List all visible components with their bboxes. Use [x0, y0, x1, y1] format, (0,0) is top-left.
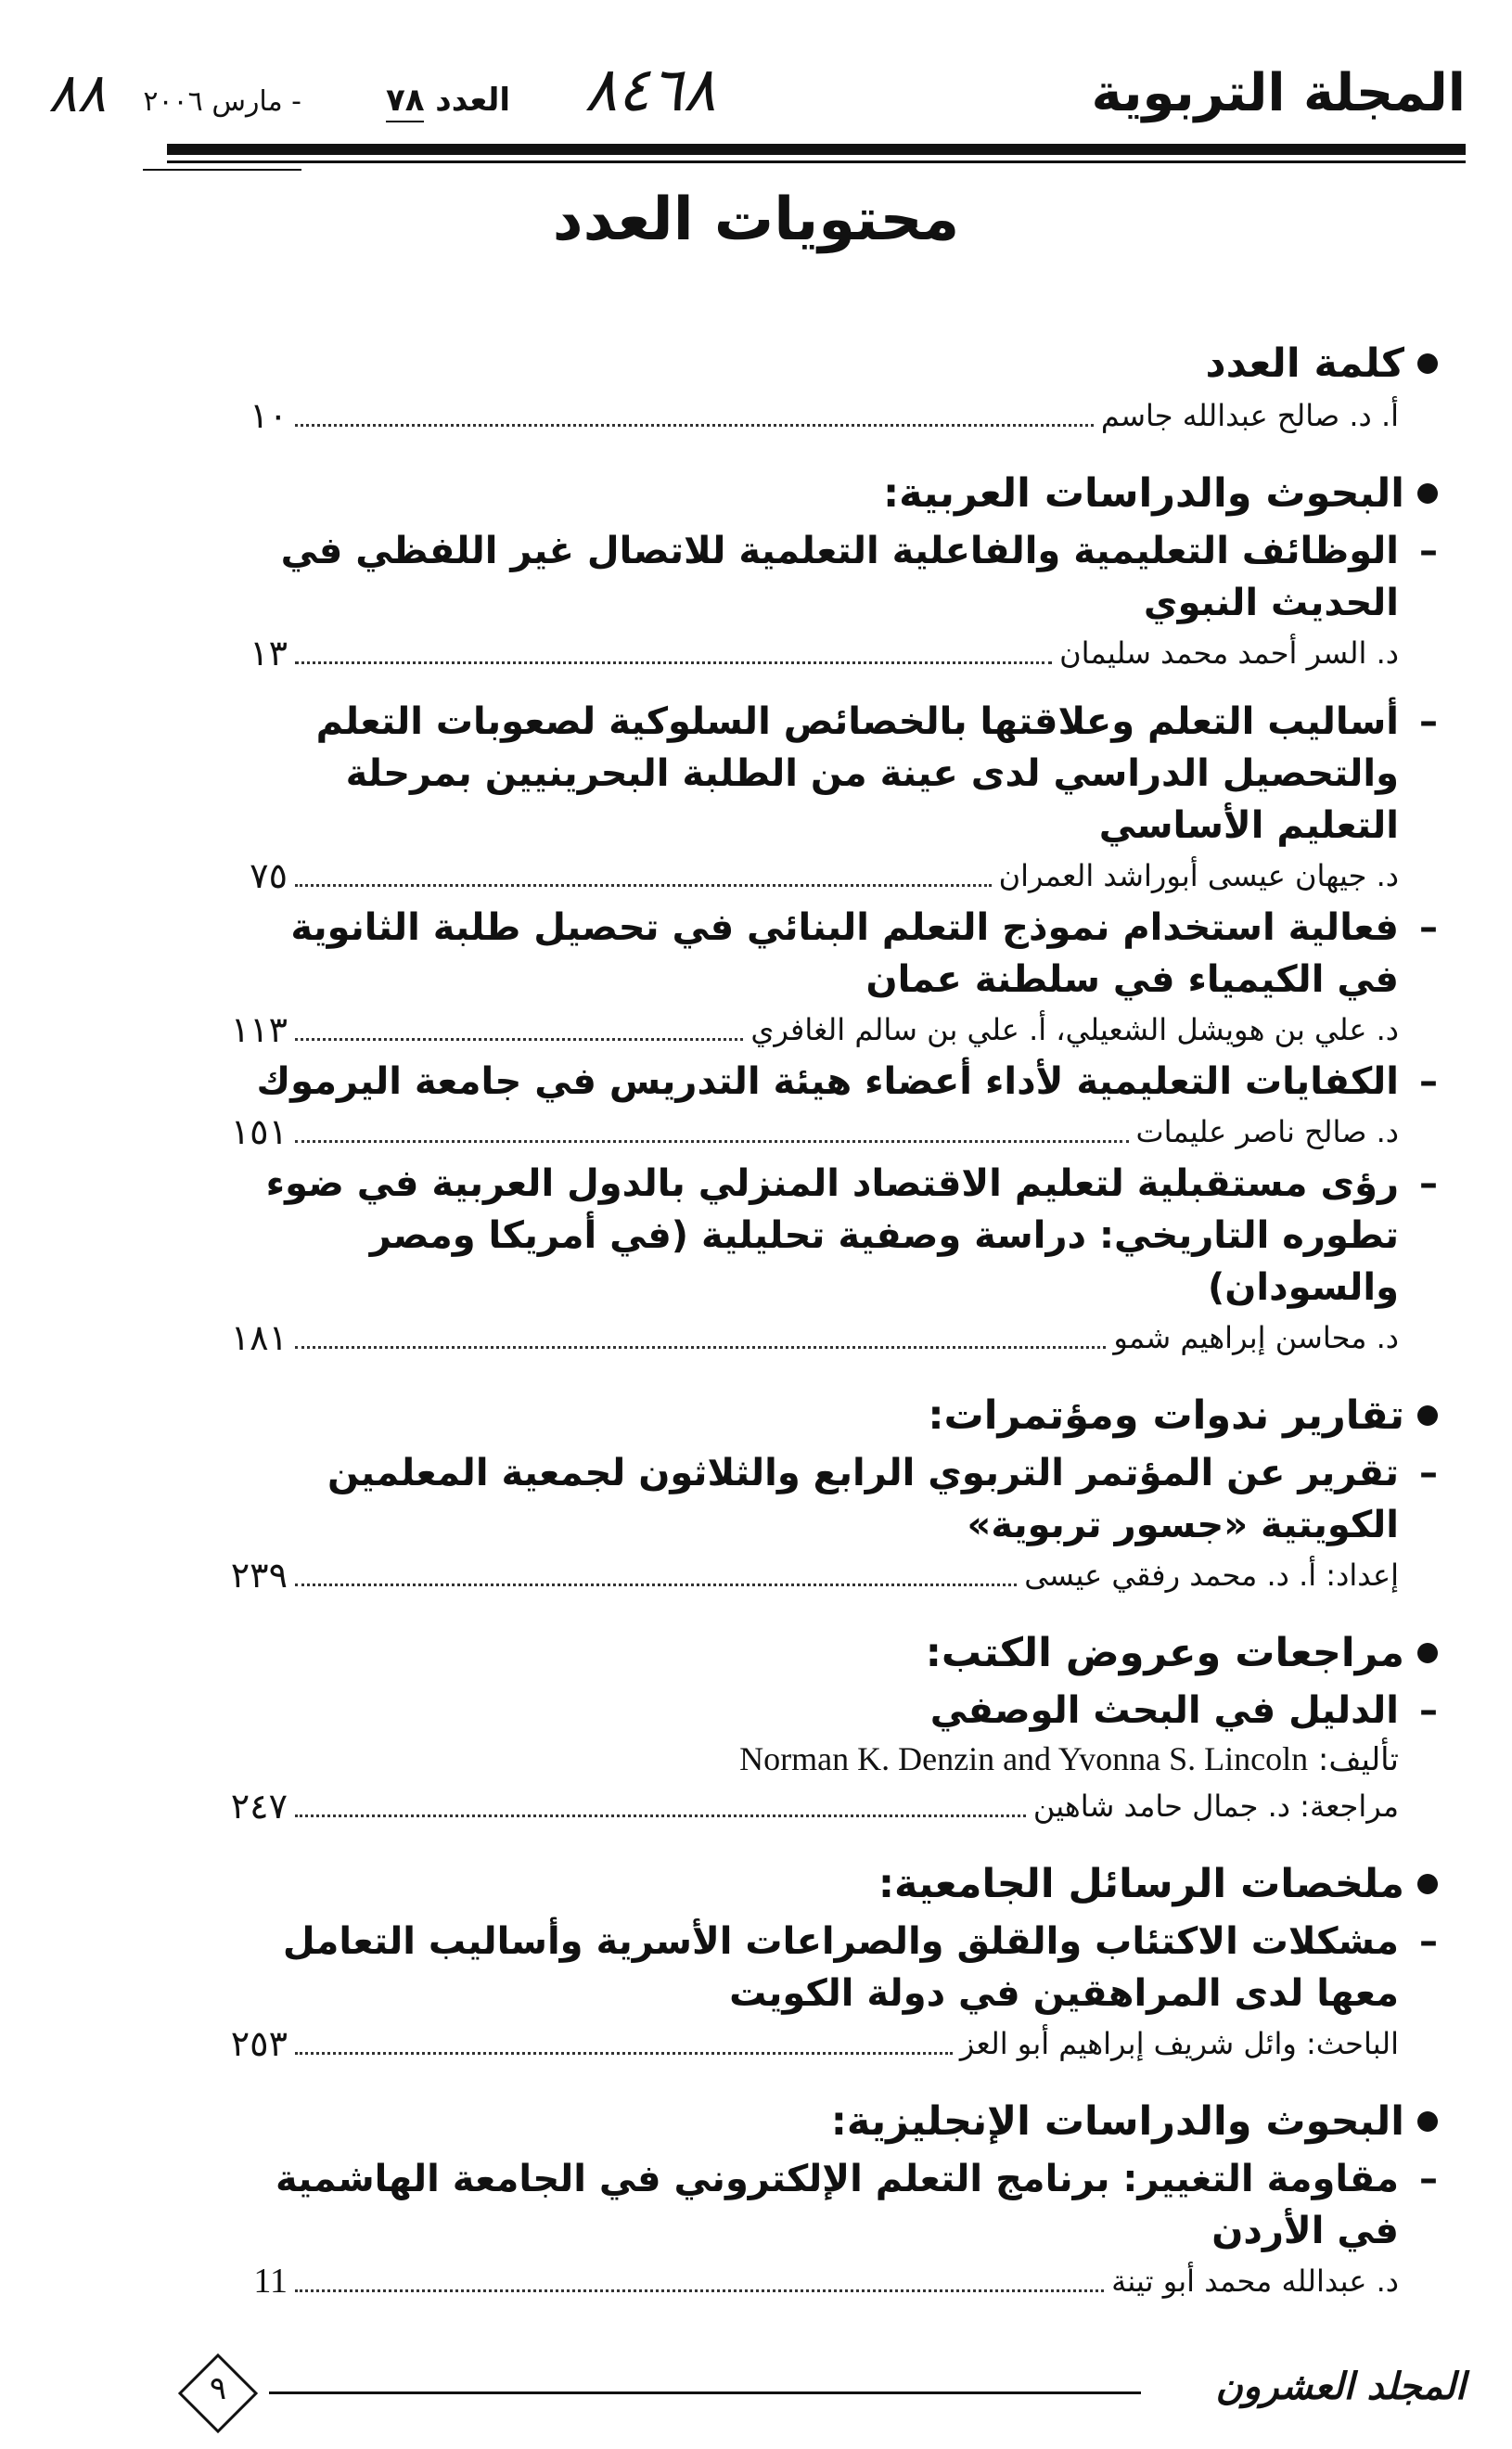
handwritten-note: ٨٨	[48, 61, 107, 124]
entry-author: د. السر أحمد محمد سليمان	[1059, 635, 1399, 671]
toc-entry-line	[148, 2021, 1438, 2066]
footer-rule	[269, 2391, 1141, 2394]
journal-title: المجلة التربوية	[1091, 63, 1466, 123]
dot-leader	[295, 884, 992, 887]
entry-page: ٢٣٩	[230, 1555, 288, 1596]
bullet-icon	[1417, 2111, 1438, 2132]
section-heading	[148, 1856, 1438, 1912]
header-rule-thick	[167, 144, 1466, 155]
entry-author: د. علي بن هويشل الشعيلي، أ. علي بن سالم الغافري	[750, 1012, 1399, 1047]
bullet-icon	[1417, 1405, 1438, 1426]
section-heading	[148, 336, 1438, 391]
toc-entry-line	[148, 1315, 1438, 1360]
toc-entry-line	[148, 393, 1438, 438]
toc-entry-line	[148, 1007, 1438, 1052]
entry-page: 11	[253, 2262, 288, 2301]
entry-page: ١٠	[250, 395, 288, 436]
dot-leader	[295, 1814, 1026, 1817]
dot-leader	[295, 661, 1052, 664]
toc-entry-line	[148, 1553, 1438, 1597]
header-rule-thin	[167, 160, 1466, 163]
entry-page: ٧٥	[250, 855, 288, 896]
entry-author: الباحث: وائل شريف إبراهيم أبو العز	[959, 2026, 1399, 2061]
entry-page: ١١٣	[230, 1009, 288, 1050]
section-heading	[148, 1625, 1438, 1681]
dot-leader	[295, 1584, 1017, 1586]
bullet-icon	[1417, 483, 1438, 504]
dot-leader	[295, 2289, 1104, 2292]
toc-entry-title: – رؤى مستقبلية لتعليم الاقتصاد المنزلي بالدول العربية في ضوء تطوره التاريخي: دراسة وصفية تحليلية (في أمريكا ومصر والسودان)	[265, 1162, 1438, 1309]
entry-author: د. صالح ناصر عليمات	[1135, 1114, 1399, 1149]
toc-entry-title: – أساليب التعلم وعلاقتها بالخصائص السلوكية لصعوبات التعلم والتحصيل الدراسي لدى عينة من الطلبة البحرينيين بمرحلة التعليم الأساسي	[315, 700, 1438, 847]
entry-author: د. جيهان عيسى أبوراشد العمران	[998, 858, 1399, 893]
entry-author: إعداد: أ. د. محمد رفقي عيسى	[1024, 1558, 1399, 1593]
entry-author: مراجعة: د. جمال حامد شاهين	[1032, 1789, 1399, 1824]
toc-entry-line	[148, 2259, 1438, 2303]
table-of-contents	[148, 325, 1438, 2303]
handwritten-accession-number: ٨٤٦٨	[584, 54, 716, 125]
entry-page: ١٨١	[230, 1317, 288, 1358]
byline-authors: Norman K. Denzin and Yvonna S. Lincoln	[739, 1740, 1309, 1777]
issue-date: - مارس ٢٠٠٦	[143, 85, 301, 171]
entry-page: ١٣	[250, 633, 288, 673]
toc-entry-line	[148, 853, 1438, 898]
page-number: ٩	[209, 2370, 227, 2407]
byline-label: تأليف:	[1317, 1741, 1399, 1778]
volume-label: المجلد العشرون	[1215, 2366, 1466, 2408]
section-heading	[148, 466, 1438, 521]
dot-leader	[295, 1140, 1129, 1143]
book-author-line	[249, 1737, 1438, 1782]
toc-entry-line	[148, 631, 1438, 675]
toc-entry-title: – فعالية استخدام نموذج التعلم البنائي في تحصيل طلبة الثانوية في الكيمياء في سلطنة عمان	[290, 906, 1438, 1001]
section-heading	[148, 2094, 1438, 2149]
bullet-icon	[1417, 1874, 1438, 1894]
section-title: البحوث والدراسات الإنجليزية:	[830, 2098, 1404, 2145]
toc-entry-title: – الدليل في البحث الوصفي	[929, 1689, 1438, 1732]
entry-page: ١٥١	[230, 1111, 288, 1152]
section-title: ملخصات الرسائل الجامعية:	[878, 1861, 1404, 1907]
section-title: تقارير ندوات ومؤتمرات:	[928, 1392, 1404, 1439]
entry-author: أ. د. صالح عبدالله جاسم	[1100, 398, 1399, 433]
section-title: البحوث والدراسات العربية:	[882, 470, 1404, 517]
toc-entry-line	[148, 1109, 1438, 1154]
toc-entry-line	[148, 1784, 1438, 1828]
dot-leader	[295, 424, 1094, 427]
dot-leader	[295, 1038, 743, 1041]
bullet-icon	[1417, 1643, 1438, 1663]
toc-entry-title: – الوظائف التعليمية والفاعلية التعلمية للاتصال غير اللفظي في الحديث النبوي	[280, 530, 1438, 624]
toc-entry-title: – الكفايات التعليمية لأداء أعضاء هيئة التدريس في جامعة اليرموك	[256, 1060, 1438, 1103]
entry-author: د. عبدالله محمد أبو تينة	[1111, 2263, 1399, 2299]
issue-number-value: ٧٨	[386, 82, 425, 122]
dot-leader	[295, 1346, 1106, 1349]
toc-entry-title: – مشكلات الاكتئاب والقلق والصراعات الأسرية وأساليب التعامل معها لدى المراهقين في دولة الكويت	[282, 1920, 1438, 2015]
issue-label: العدد	[435, 82, 510, 119]
section-title: مراجعات وعروض الكتب:	[925, 1630, 1404, 1676]
dot-leader	[295, 2052, 953, 2055]
entry-page: ٢٤٧	[230, 1786, 288, 1827]
bullet-icon	[1417, 353, 1438, 374]
page-title: محتويات العدد	[552, 186, 960, 254]
toc-entry-title: – مقاومة التغيير: برنامج التعلم الإلكتروني في الجامعة الهاشمية في الأردن	[275, 2158, 1438, 2252]
entry-author: د. محاسن إبراهيم شمو	[1113, 1320, 1399, 1355]
section-heading	[148, 1388, 1438, 1443]
section-title: كلمة العدد	[1205, 340, 1404, 387]
toc-entry-title: – تقرير عن المؤتمر التربوي الرابع والثلاثون لجمعية المعلمين الكويتية «جسور تربوية»	[327, 1452, 1438, 1546]
entry-page: ٢٥٣	[230, 2023, 288, 2064]
